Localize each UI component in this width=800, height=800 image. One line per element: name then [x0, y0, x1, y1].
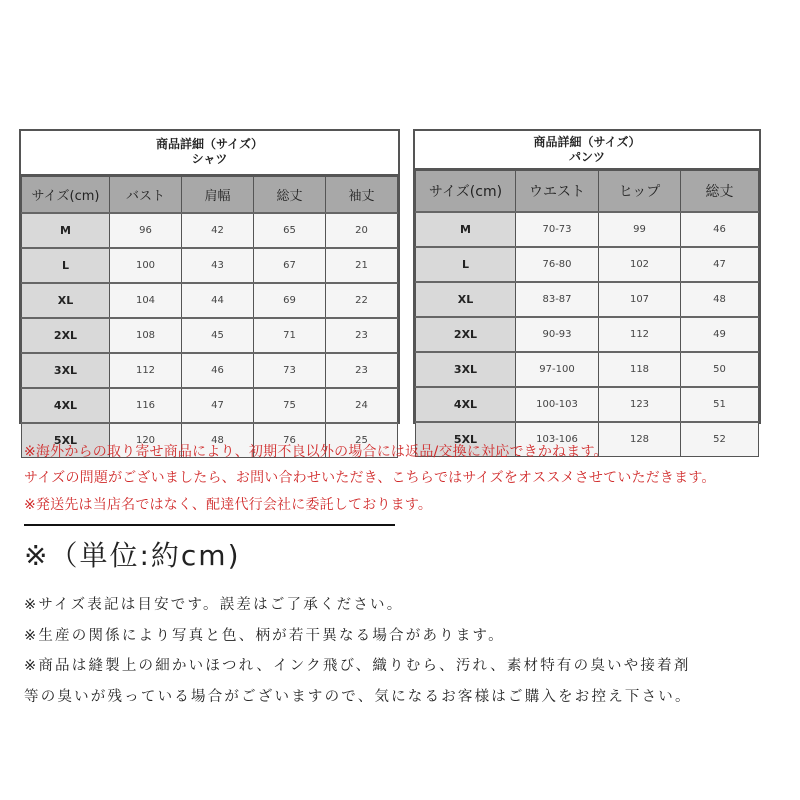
- size-cell: L: [22, 248, 110, 283]
- header-cell: 総丈: [254, 177, 326, 214]
- value-cell: 118: [599, 352, 681, 387]
- value-cell: 49: [681, 317, 759, 352]
- value-cell: 24: [326, 388, 398, 423]
- value-cell: 47: [681, 247, 759, 282]
- value-cell: 75: [254, 388, 326, 423]
- table-row: [416, 212, 759, 247]
- shirt-header-row: [22, 177, 398, 214]
- value-cell: 23: [326, 353, 398, 388]
- value-cell: 107: [599, 282, 681, 317]
- size-cell: 2XL: [22, 318, 110, 353]
- header-cell: サイズ(cm): [416, 171, 516, 213]
- value-cell: 48: [681, 282, 759, 317]
- table-row: [22, 283, 398, 318]
- header-cell: ヒップ: [599, 171, 681, 213]
- value-cell: 103-106: [516, 422, 599, 457]
- size-cell: 3XL: [416, 352, 516, 387]
- value-cell: 65: [254, 213, 326, 248]
- size-cell: M: [22, 213, 110, 248]
- header-cell: ウエスト: [516, 171, 599, 213]
- table-row: [22, 213, 398, 248]
- value-cell: 100: [110, 248, 182, 283]
- value-cell: 104: [110, 283, 182, 318]
- pants-header-row: [416, 171, 759, 213]
- value-cell: 112: [110, 353, 182, 388]
- size-cell: 4XL: [22, 388, 110, 423]
- header-cell: 総丈: [681, 171, 759, 213]
- table-row: [416, 387, 759, 422]
- value-cell: 45: [182, 318, 254, 353]
- table-row: [22, 388, 398, 423]
- table-row: [22, 353, 398, 388]
- size-cell: M: [416, 212, 516, 247]
- shirt-table-title-text: 商品詳細（サイズ）: [155, 137, 264, 151]
- value-cell: 76: [254, 423, 326, 458]
- shirt-table-title: [21, 131, 398, 176]
- note-defects-line1: ※商品は縫製上の細かいほつれ、インク飛び、織りむら、汚れ、素材特有の臭いや接着剤: [24, 658, 691, 674]
- value-cell: 116: [110, 388, 182, 423]
- pants-table-title-text: 商品詳細（サイズ）: [533, 135, 641, 149]
- value-cell: 128: [599, 422, 681, 457]
- value-cell: 99: [599, 212, 681, 247]
- size-cell: 4XL: [416, 387, 516, 422]
- value-cell: 42: [182, 213, 254, 248]
- value-cell: 47: [182, 388, 254, 423]
- value-cell: 22: [326, 283, 398, 318]
- value-cell: 112: [599, 317, 681, 352]
- value-cell: 43: [182, 248, 254, 283]
- value-cell: 102: [599, 247, 681, 282]
- shirt-size-table: [19, 129, 400, 447]
- header-cell: 袖丈: [326, 177, 398, 214]
- value-cell: 108: [110, 318, 182, 353]
- shirt-table-grid: [21, 176, 398, 458]
- size-cell: XL: [22, 283, 110, 318]
- value-cell: 71: [254, 318, 326, 353]
- value-cell: 46: [681, 212, 759, 247]
- table-row: [22, 248, 398, 283]
- table-row: [416, 317, 759, 352]
- shirt-table-subtitle: シャツ: [191, 152, 228, 166]
- notes-list: [24, 590, 692, 712]
- value-cell: 46: [182, 353, 254, 388]
- table-row: [22, 318, 398, 353]
- pants-table-grid: [415, 170, 759, 457]
- size-cell: L: [416, 247, 516, 282]
- pants-table-subtitle: パンツ: [568, 150, 605, 164]
- value-cell: 67: [254, 248, 326, 283]
- note-color-variation: ※生産の関係により写真と色、柄が若干異なる場合があります。: [24, 627, 505, 644]
- size-cell: 3XL: [22, 353, 110, 388]
- value-cell: 123: [599, 387, 681, 422]
- pants-size-table: [413, 129, 761, 446]
- value-cell: 23: [326, 318, 398, 353]
- value-cell: 73: [254, 353, 326, 388]
- header-cell: サイズ(cm): [22, 177, 110, 214]
- pants-table-title: [415, 131, 759, 170]
- unit-heading: ※（単位:約cm): [24, 539, 241, 572]
- value-cell: 52: [681, 422, 759, 457]
- table-row: [416, 352, 759, 387]
- section-divider: [24, 524, 395, 526]
- table-row: [416, 247, 759, 282]
- value-cell: 83-87: [516, 282, 599, 317]
- value-cell: 90-93: [516, 317, 599, 352]
- value-cell: 120: [110, 423, 182, 458]
- note-defects-line2: 等の臭いが残っている場合がございますので、気になるお客様はご購入をお控え下さい。: [24, 688, 692, 705]
- value-cell: 50: [681, 352, 759, 387]
- value-cell: 69: [254, 283, 326, 318]
- size-cell: 2XL: [416, 317, 516, 352]
- value-cell: 70-73: [516, 212, 599, 247]
- value-cell: 25: [326, 423, 398, 458]
- value-cell: 100-103: [516, 387, 599, 422]
- return-policy-notice: ※海外からの取り寄せ商品により、初期不良以外の場合には返品/交換に対応できかねます。: [24, 444, 608, 460]
- value-cell: 20: [326, 213, 398, 248]
- value-cell: 48: [182, 423, 254, 458]
- value-cell: 76-80: [516, 247, 599, 282]
- value-cell: 96: [110, 213, 182, 248]
- value-cell: 21: [326, 248, 398, 283]
- header-cell: バスト: [110, 177, 182, 214]
- size-inquiry-notice: サイズの問題がございましたら、お問い合わせいただき、こちらではサイズをオススメさせていただきます。: [24, 470, 716, 486]
- value-cell: 97-100: [516, 352, 599, 387]
- value-cell: 51: [681, 387, 759, 422]
- size-cell: XL: [416, 282, 516, 317]
- size-cell: 5XL: [416, 422, 516, 457]
- value-cell: 44: [182, 283, 254, 318]
- size-cell: 5XL: [22, 423, 110, 458]
- shipping-notice: ※発送先は当店名ではなく、配達代行会社に委託しております。: [24, 497, 433, 513]
- note-size-approximate: ※サイズ表記は目安です。誤差はご了承ください。: [24, 597, 404, 613]
- table-row: [416, 282, 759, 317]
- header-cell: 肩幅: [182, 177, 254, 214]
